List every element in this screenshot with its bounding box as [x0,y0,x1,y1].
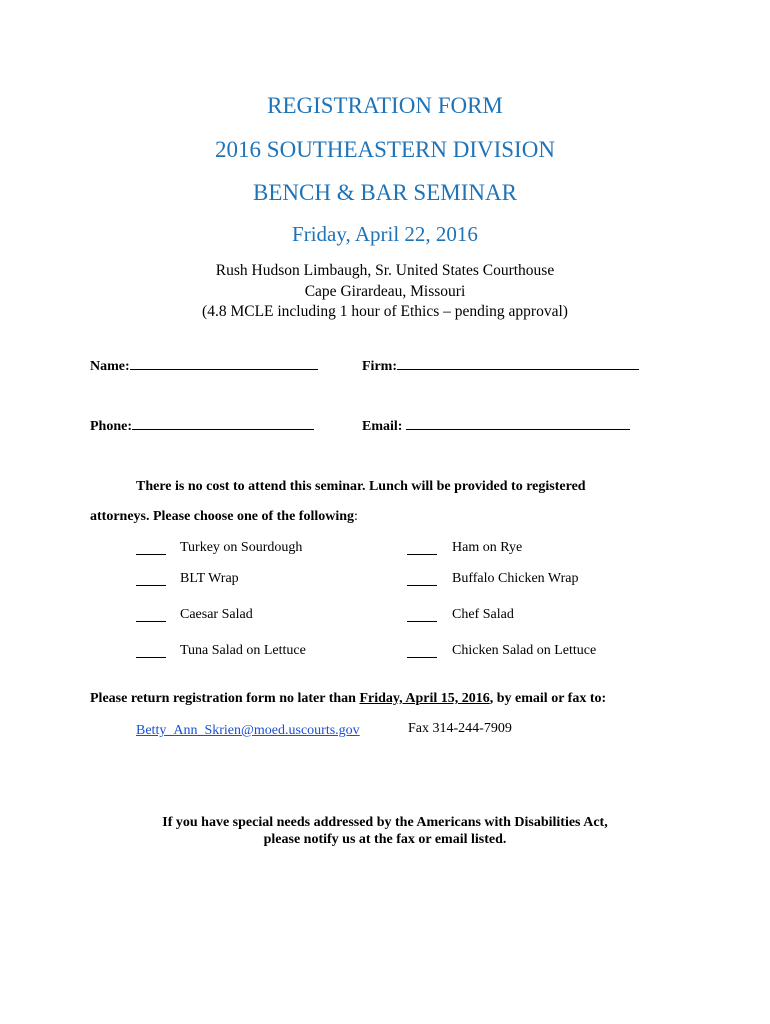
contact-email-row [136,721,360,739]
firm-label: Firm: [362,359,397,374]
division-title: 2016 SOUTHEASTERN DIVISION [215,137,555,162]
lunch-option: Tuna Salad on Lettuce [180,643,306,658]
form-title: REGISTRATION FORM [267,93,503,118]
return-suffix: , by email or fax to: [489,691,607,706]
lunch-option: Caesar Salad [180,607,253,622]
left-option-1-blank[interactable] [136,543,166,555]
contact-email-link[interactable]: Betty_Ann_Skrien@moed.uscourts.gov [136,723,360,738]
phone-field-row [90,416,314,435]
right-option-1-blank[interactable] [407,543,437,555]
left-option-3-blank[interactable] [136,610,166,622]
contact-fax: Fax 314-244-7909 [408,721,512,736]
seminar-title: BENCH & BAR SEMINAR [253,180,517,205]
right-option-3-blank[interactable] [407,610,437,622]
phone-label: Phone: [90,419,132,434]
name-field-row [90,356,318,375]
credit-note: (4.8 MCLE including 1 hour of Ethics – pending approval) [202,303,568,320]
ada-note-line-1: If you have special needs addressed by the Americans with Disabilities Act, [162,815,608,830]
intro-line-2-text: attorneys. Please choose one of the following [90,509,355,524]
email-field-row [362,416,630,435]
location-courthouse: Rush Hudson Limbaugh, Sr. United States Courthouse [215,262,555,279]
lunch-option: Turkey on Sourdough [180,540,303,555]
lunch-option: Buffalo Chicken Wrap [452,571,579,586]
return-deadline: Friday, April 15, 2016 [359,691,490,706]
name-label: Name: [90,359,130,374]
lunch-option: BLT Wrap [180,571,239,586]
seminar-date: Friday, April 22, 2016 [292,222,478,246]
right-option-2-blank[interactable] [407,574,437,586]
intro-line-2-colon: : [354,509,358,524]
lunch-option: Chicken Salad on Lettuce [452,643,597,658]
location-city: Cape Girardeau, Missouri [304,283,466,300]
return-prefix: Please return registration form no later than [90,691,360,706]
return-instructions [90,691,606,707]
left-option-2-blank[interactable] [136,574,166,586]
lunch-option: Ham on Rye [452,540,523,555]
lunch-option: Chef Salad [452,607,514,622]
ada-note-line-2: please notify us at the fax or email listed. [263,832,507,847]
email-input-line[interactable] [406,416,630,430]
right-option-4-blank[interactable] [407,646,437,658]
name-input-line[interactable] [130,356,318,370]
firm-field-row [362,356,639,375]
email-label: Email: [362,419,403,434]
left-option-4-blank[interactable] [136,646,166,658]
intro-line-1: There is no cost to attend this seminar. Lunch will be provided to registered [136,479,586,494]
intro-line-2 [90,509,358,525]
phone-input-line[interactable] [132,416,314,430]
firm-input-line[interactable] [397,356,639,370]
